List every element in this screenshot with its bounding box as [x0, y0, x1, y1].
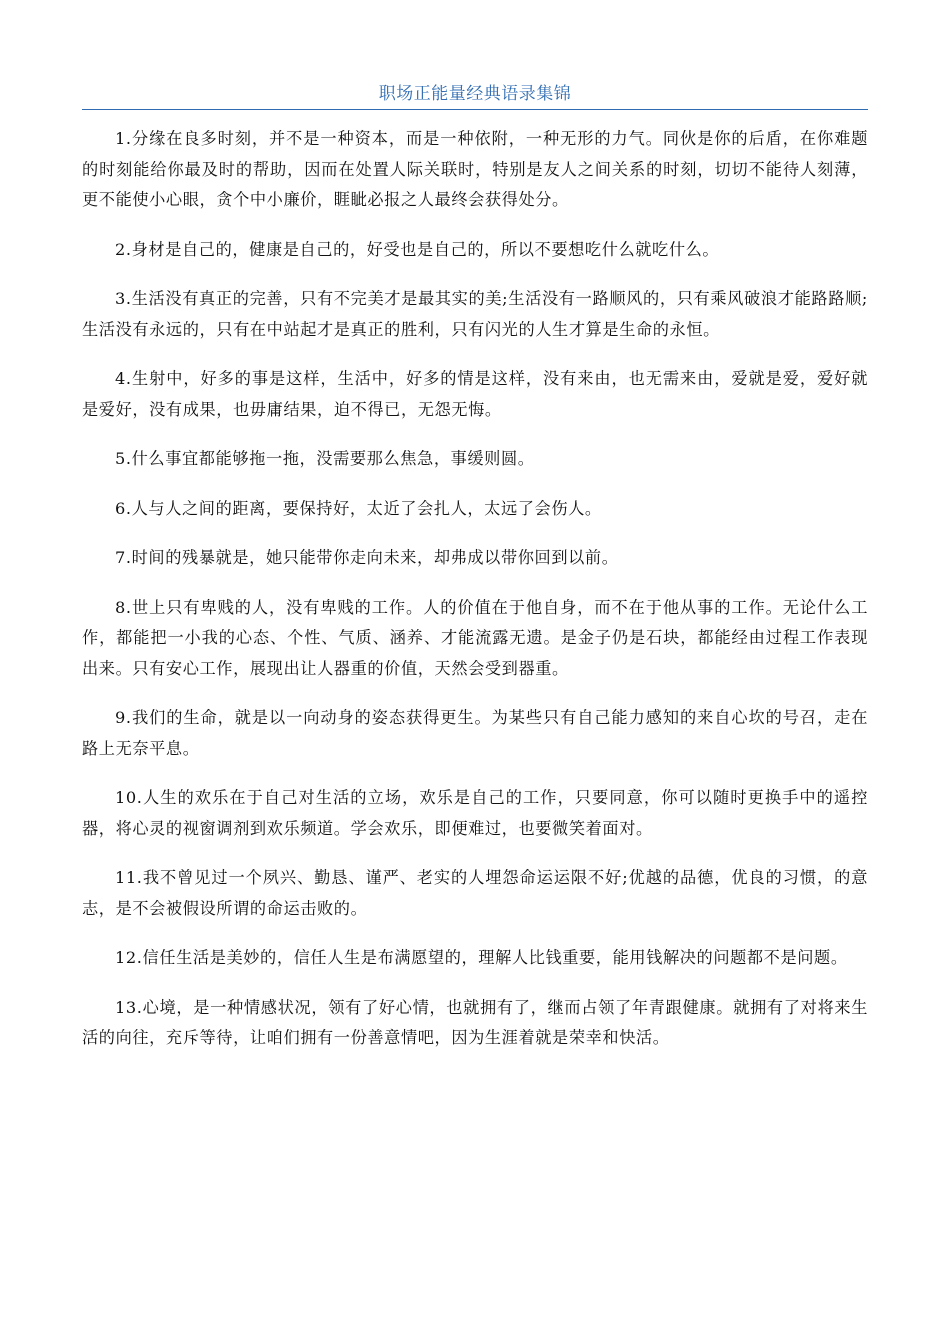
page-header — [82, 80, 868, 110]
quote-paragraph-8: 8.世上只有卑贱的人，没有卑贱的工作。人的价值在于他自身，而不在于他从事的工作。无论什么工作，都能把一小我的心态、个性、气质、涵养、才能流露无遗。是金子仍是石块，都能经由过程工作表现出来。只有安心工作，展现出让人器重的价值，天然会受到器重。 — [82, 597, 868, 678]
document-body — [82, 124, 868, 1073]
quote-paragraph-5: 5.什么事宜都能够拖一拖，没需要那么焦急，事缓则圆。 — [115, 449, 535, 468]
quote-paragraph-6: 6.人与人之间的距离，要保持好，太近了会扎人，太远了会伤人。 — [115, 498, 602, 518]
quote-paragraph-11: 11.我不曾见过一个夙兴、勤恳、谨严、老实的人埋怨命运运限不好;优越的品德，优良的习惯，的意志，是不会被假设所谓的命运击败的。 — [82, 868, 868, 918]
quote-paragraph-7: 7.时间的残暴就是，她只能带你走向未来，却弗成以带你回到以前。 — [115, 548, 619, 567]
quote-paragraph-1: 1.分缘在良多时刻，并不是一种资本，而是一种依附，一种无形的力气。同伙是你的后盾，在你难题的时刻能给你最及时的帮助，因而在处置人际关联时，特别是友人之间关系的时刻，切切不能待人刻薄，更不能使小心眼，贪个中小廉价，睚眦必报之人最终会获得处分。 — [82, 129, 868, 209]
quote-paragraph-9: 9.我们的生命，就是以一向动身的姿态获得更生。为某些只有自己能力感知的来自心坎的号召，走在路上无奈平息。 — [82, 708, 868, 758]
document-title: 职场正能量经典语录集锦 — [378, 84, 572, 104]
quote-paragraph-2: 2.身材是自己的，健康是自己的，好受也是自己的，所以不要想吃什么就吃什么。 — [115, 239, 720, 259]
quote-paragraph-4: 4.生射中，好多的事是这样，生活中，好多的情是这样，没有来由，也无需来由，爱就是爱，爱好就是爱好，没有成果，也毋庸结果，迫不得已，无怨无悔。 — [82, 369, 868, 419]
quote-paragraph-13: 13.心境，是一种情感状况，领有了好心情，也就拥有了，继而占领了年青跟健康。就拥有了对将来生活的向往，充斥等待，让咱们拥有一份善意情吧，因为生涯着就是荣幸和快活。 — [82, 997, 868, 1047]
quote-paragraph-12: 12.信任生活是美妙的，信任人生是布满愿望的，理解人比钱重要，能用钱解决的问题都不是问题。 — [115, 948, 848, 967]
quote-paragraph-10: 10.人生的欢乐在于自己对生活的立场，欢乐是自己的工作，只要同意，你可以随时更换手中的遥控器，将心灵的视窗调剂到欢乐频道。学会欢乐，即便难过，也要微笑着面对。 — [82, 788, 868, 838]
quote-paragraph-3: 3.生活没有真正的完善，只有不完美才是最其实的美;生活没有一路顺风的，只有乘风破浪才能路路顺;生活没有永远的，只有在中站起才是真正的胜利，只有闪光的人生才算是生命的永恒。 — [82, 289, 868, 339]
